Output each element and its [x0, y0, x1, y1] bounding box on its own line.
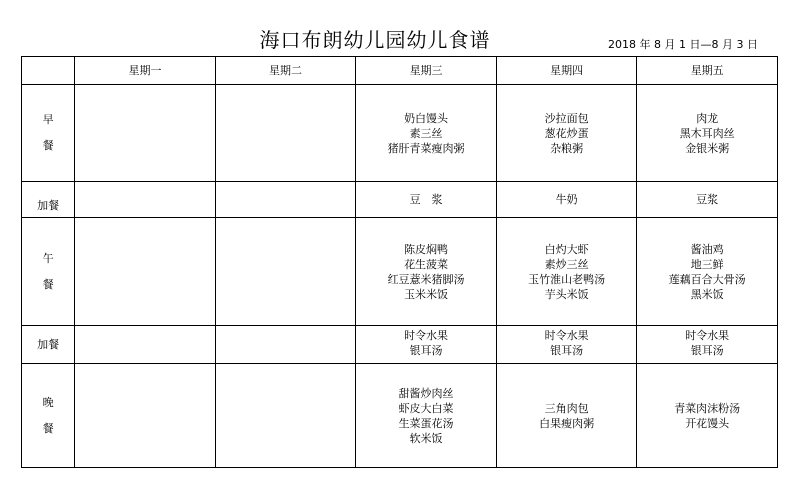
menu-cell — [496, 218, 637, 326]
dish-item: 奶白馒头 — [404, 111, 449, 125]
dish-item: 生菜蛋花汤 — [398, 416, 454, 430]
menu-cell — [75, 85, 216, 182]
meal-label — [22, 364, 75, 468]
day-header: 星期一 — [75, 57, 216, 85]
menu-cell — [356, 218, 497, 326]
dish-item: 金银米粥 — [685, 141, 730, 155]
meal-label-text: 餐 — [42, 421, 54, 435]
meal-row-lunch — [22, 218, 778, 326]
dish-item: 虾皮大白菜 — [398, 401, 454, 415]
dish-item: 葱花炒蛋 — [544, 126, 589, 140]
meal-label-text: 午 — [42, 251, 54, 265]
dish-item: 芋头米饭 — [544, 287, 589, 301]
day-header: 星期二 — [215, 57, 356, 85]
dish-item: 豆 浆 — [409, 193, 443, 206]
dish-item: 玉米米饭 — [404, 287, 449, 301]
dish-item: 银耳汤 — [690, 344, 724, 357]
dish-item: 时令水果 — [685, 329, 730, 342]
menu-cell — [637, 364, 778, 468]
menu-cell — [496, 326, 637, 364]
dish-item: 莲藕百合大骨汤 — [668, 272, 746, 286]
date-range: 2018 年 8 月 1 日—8 月 3 日 — [608, 38, 758, 51]
dish-item: 酱油鸡 — [690, 242, 724, 256]
meal-label-text: 晚 — [42, 395, 54, 409]
menu-cell — [215, 364, 356, 468]
meal-label-text: 加餐 — [37, 338, 60, 351]
menu-cell — [75, 182, 216, 218]
menu-cell — [496, 182, 637, 218]
dish-item: 开花馒头 — [685, 416, 730, 430]
menu-cell — [496, 364, 637, 468]
menu-cell — [637, 218, 778, 326]
dish-item: 白灼大虾 — [544, 242, 589, 256]
dish-item: 杂粮粥 — [550, 141, 584, 155]
menu-cell — [75, 326, 216, 364]
dish-item: 豆浆 — [696, 193, 719, 206]
dish-item: 黑木耳肉丝 — [679, 126, 735, 140]
dish-item: 素三丝 — [409, 126, 443, 140]
dish-item: 玉竹淮山老鸭汤 — [528, 272, 606, 286]
dish-item: 地三鲜 — [690, 257, 724, 271]
menu-cell — [356, 85, 497, 182]
meal-label-text: 餐 — [42, 139, 54, 152]
dish-item: 时令水果 — [404, 329, 449, 342]
day-header: 星期五 — [637, 57, 778, 85]
meal-label — [22, 182, 75, 218]
menu-cell — [215, 85, 356, 182]
dish-item: 青菜肉沫粉汤 — [674, 401, 741, 415]
menu-cell — [356, 326, 497, 364]
meal-row-snack-1 — [22, 182, 778, 218]
menu-cell — [496, 85, 637, 182]
meal-row-dinner — [22, 364, 778, 468]
dish-item: 银耳汤 — [409, 344, 443, 357]
dish-item: 肉龙 — [696, 111, 719, 125]
dish-item: 三角肉包 — [544, 401, 589, 415]
meal-label — [22, 85, 75, 182]
meal-label-text: 餐 — [42, 277, 54, 291]
header-row — [22, 57, 778, 85]
menu-cell — [75, 218, 216, 326]
dish-item: 花生菠菜 — [404, 257, 449, 271]
menu-cell — [356, 364, 497, 468]
dish-item: 黑米饭 — [690, 287, 724, 301]
meal-label-text: 早 — [42, 113, 54, 126]
dish-item: 软米饭 — [409, 431, 443, 445]
meal-label — [22, 326, 75, 364]
meal-label — [22, 218, 75, 326]
menu-table — [21, 56, 778, 468]
menu-cell — [637, 85, 778, 182]
corner-cell — [22, 57, 75, 85]
menu-cell — [75, 364, 216, 468]
dish-item: 时令水果 — [544, 329, 589, 342]
dish-item: 白果瘦肉粥 — [539, 416, 595, 430]
day-header: 星期四 — [496, 57, 637, 85]
dish-item: 沙拉面包 — [544, 111, 589, 125]
dish-item: 陈皮焖鸭 — [404, 242, 449, 256]
dish-item: 素炒三丝 — [544, 257, 589, 271]
menu-cell — [356, 182, 497, 218]
dish-item: 红豆薏米猪脚汤 — [387, 272, 465, 286]
menu-cell — [637, 182, 778, 218]
dish-item: 甜酱炒肉丝 — [398, 386, 454, 400]
page-title: 海口布朗幼儿园幼儿食谱 — [259, 28, 491, 52]
meal-row-breakfast — [22, 85, 778, 182]
meal-label-text: 加餐 — [37, 199, 60, 212]
menu-cell — [215, 326, 356, 364]
menu-cell — [215, 218, 356, 326]
day-header: 星期三 — [356, 57, 497, 85]
dish-item: 牛奶 — [555, 193, 578, 206]
meal-row-snack-2 — [22, 326, 778, 364]
dish-item: 猪肝青菜瘦肉粥 — [387, 141, 465, 155]
menu-cell — [215, 182, 356, 218]
dish-item: 银耳汤 — [550, 344, 584, 357]
menu-cell — [637, 326, 778, 364]
